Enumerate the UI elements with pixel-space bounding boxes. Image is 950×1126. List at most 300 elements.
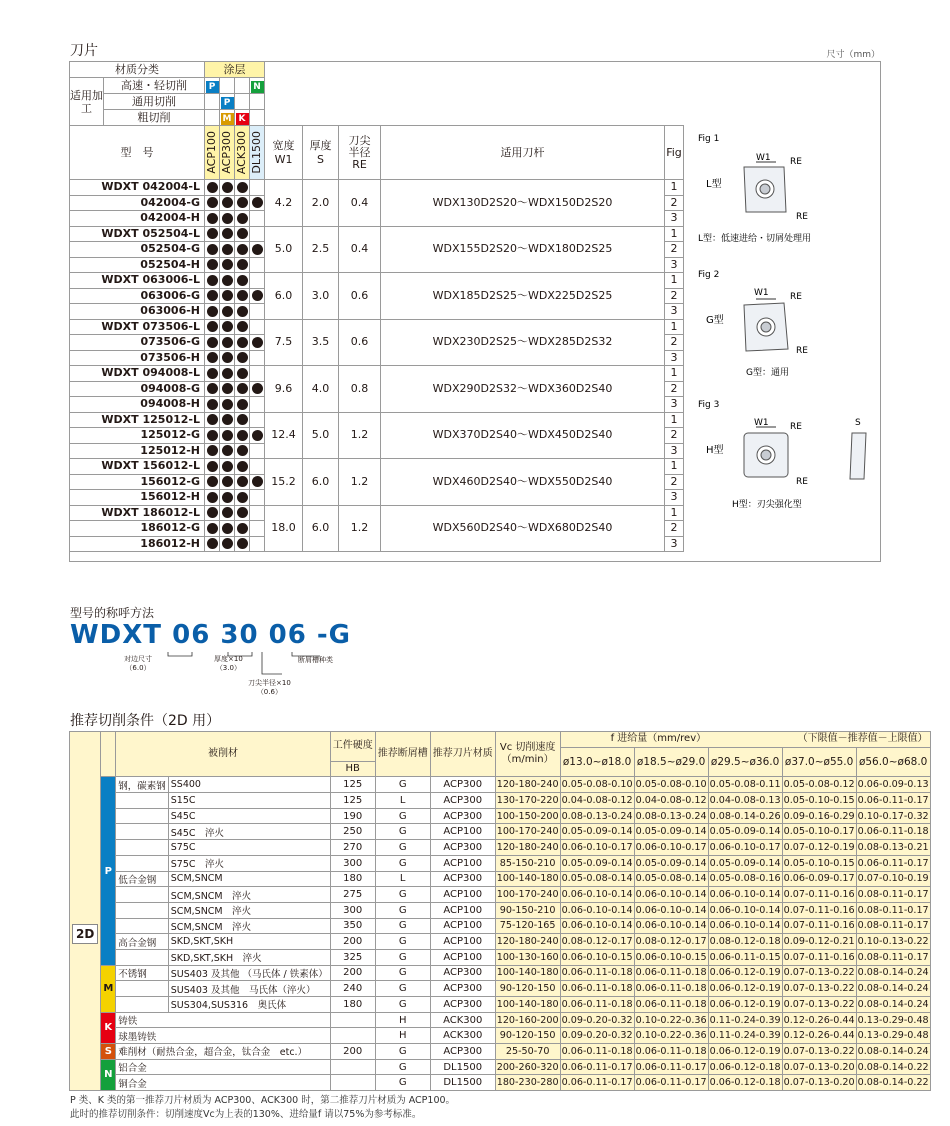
- insert-thickness: 2.5: [303, 226, 339, 273]
- cutting-speed: 130-170-220: [495, 793, 560, 809]
- vc-header: Vc 切削速度: [499, 742, 556, 754]
- insert-radius: 0.4: [339, 180, 381, 227]
- insert-holder: WDX230D2S25～WDX285D2S32: [381, 319, 665, 366]
- breaker-header: 推荐断屑槽: [375, 732, 430, 777]
- stock-dot: [207, 352, 218, 363]
- grade: ACP300: [430, 1044, 495, 1060]
- hardness: 325: [330, 949, 375, 965]
- feed-value: 0.08-0.14-0.22: [856, 1075, 930, 1091]
- rough-label: 粗切削: [104, 110, 205, 126]
- feed-value: 0.08-0.14-0.24: [856, 1044, 930, 1060]
- cutting-speed: 100-140-180: [495, 965, 560, 981]
- grade-dl1500: DL1500: [250, 131, 263, 174]
- grade: ACP100: [430, 902, 495, 918]
- feed-value: 0.05-0.09-0.14: [560, 824, 634, 840]
- cond-row: [70, 887, 931, 903]
- cutting-speed: 100-170-240: [495, 887, 560, 903]
- insert-width: 6.0: [265, 273, 303, 320]
- insert-model: 042004-H: [70, 211, 205, 227]
- insert-model: 042004-G: [70, 195, 205, 211]
- feed-value: 0.05-0.09-0.14: [708, 855, 782, 871]
- feed-value: 0.06-0.10-0.14: [708, 918, 782, 934]
- stock-dot: [222, 383, 233, 394]
- thick-note: 厚度×10: [214, 655, 243, 663]
- insert-fig: 1: [665, 459, 684, 475]
- feed-value: 0.08-0.13-0.21: [856, 840, 930, 856]
- grade: ACP300: [430, 981, 495, 997]
- insert-model: 125012-G: [70, 428, 205, 444]
- insert-figures: [684, 127, 881, 562]
- feed-value: 0.06-0.10-0.15: [634, 949, 708, 965]
- feed-value: 0.05-0.08-0.10: [634, 777, 708, 793]
- stock-dot: [237, 244, 248, 255]
- mat-name: S45C 淬火: [168, 824, 330, 840]
- breaker: H: [375, 1012, 430, 1028]
- hardness: [330, 1012, 375, 1028]
- insert-holder: WDX460D2S40～WDX550D2S40: [381, 459, 665, 506]
- grade: ACP100: [430, 824, 495, 840]
- feed-value: 0.05-0.09-0.14: [708, 824, 782, 840]
- stock-dot: [207, 228, 218, 239]
- insert-holder: WDX130D2S20～WDX150D2S20: [381, 180, 665, 227]
- cutting-speed: 120-160-200: [495, 1012, 560, 1028]
- insert-thickness: 2.0: [303, 180, 339, 227]
- stock-dot: [237, 538, 248, 549]
- insert-fig: 2: [665, 195, 684, 211]
- stock-dot: [237, 368, 248, 379]
- mat-group: [116, 949, 169, 965]
- insert-model: WDXT 063006-L: [70, 273, 205, 289]
- feed-value: 0.06-0.12-0.18: [708, 1075, 782, 1091]
- insert-holder: WDX155D2S20～WDX180D2S25: [381, 226, 665, 273]
- breaker: L: [375, 793, 430, 809]
- stock-dot: [207, 399, 218, 410]
- fig2-caption: G型：通用: [746, 368, 789, 378]
- insert-l-icon: [744, 162, 786, 212]
- cond-row: [70, 949, 931, 965]
- insert-fig: 3: [665, 257, 684, 273]
- cond-row: [70, 902, 931, 918]
- stock-dot: [207, 213, 218, 224]
- size-example: （6.0）: [125, 664, 151, 672]
- naming-title: 型号的称呼方法: [70, 606, 155, 620]
- mat-group: 高合金钢: [116, 934, 169, 950]
- hardness: 300: [330, 902, 375, 918]
- feed-value: 0.08-0.14-0.26: [708, 808, 782, 824]
- hardness: 200: [330, 934, 375, 950]
- breaker: G: [375, 949, 430, 965]
- side-2d-label: 2D: [72, 924, 98, 944]
- grade: ACP300: [430, 965, 495, 981]
- stock-dot: [222, 430, 233, 441]
- fig-header: Fig: [665, 126, 684, 180]
- feed-value: 0.08-0.13-0.24: [634, 808, 708, 824]
- insert-width: 15.2: [265, 459, 303, 506]
- stock-dot: [222, 306, 233, 317]
- fig1-re-2: RE: [796, 212, 808, 222]
- insert-model: WDXT 156012-L: [70, 459, 205, 475]
- stock-dot: [207, 492, 218, 503]
- stock-dot: [207, 461, 218, 472]
- breaker: G: [375, 824, 430, 840]
- insert-model: 052504-G: [70, 242, 205, 258]
- insert-model: 063006-G: [70, 288, 205, 304]
- mat-group: 难削材（耐热合金，超合金，钛合金 etc.）: [116, 1044, 330, 1060]
- insert-row: [70, 180, 684, 196]
- mat-group: [116, 918, 169, 934]
- insert-fig: 1: [665, 505, 684, 521]
- breaker: G: [375, 808, 430, 824]
- category-cell: S: [101, 1044, 116, 1060]
- feed-value: 0.11-0.24-0.39: [708, 1012, 782, 1028]
- mat-group: 球墨铸铁: [116, 1028, 330, 1044]
- breaker: G: [375, 1059, 430, 1075]
- cond-row: [70, 777, 931, 793]
- coating-header: 涂层: [205, 62, 265, 78]
- feed-value: 0.07-0.11-0.16: [782, 902, 856, 918]
- cond-row: [70, 793, 931, 809]
- feed-value: 0.06-0.11-0.18: [856, 824, 930, 840]
- insert-fig: 2: [665, 428, 684, 444]
- mat-group: 铝合金: [116, 1059, 330, 1075]
- code-part-size: 06: [172, 620, 211, 650]
- hardness: 180: [330, 871, 375, 887]
- stock-dot: [222, 337, 233, 348]
- radius-note: 刀尖半径×10: [248, 679, 291, 687]
- stock-dot: [237, 275, 248, 286]
- fig2-type: G型: [706, 315, 724, 326]
- stock-dot: [222, 476, 233, 487]
- stock-dot: [207, 275, 218, 286]
- cond-row: [70, 934, 931, 950]
- cutting-speed: 25-50-70: [495, 1044, 560, 1060]
- stock-dot: [222, 290, 233, 301]
- stock-dot: [207, 523, 218, 534]
- feed-value: 0.07-0.13-0.20: [782, 1075, 856, 1091]
- insert-model: 186012-H: [70, 536, 205, 552]
- hardness: 180: [330, 997, 375, 1013]
- feed-value: 0.06-0.11-0.18: [560, 1044, 634, 1060]
- fig3-type: H型: [706, 445, 724, 456]
- naming-size-label: [124, 655, 152, 673]
- feed-value: 0.06-0.10-0.14: [634, 887, 708, 903]
- stock-dot: [237, 321, 248, 332]
- insert-holder: WDX560D2S40～WDX680D2S40: [381, 505, 665, 552]
- cutting-speed: 90-150-210: [495, 902, 560, 918]
- insert-fig: 2: [665, 521, 684, 537]
- stock-dot: [222, 182, 233, 193]
- insert-model: 094008-G: [70, 381, 205, 397]
- stock-dot: [207, 182, 218, 193]
- mat-name: SUS403 及其他 马氏体（淬火）: [168, 981, 330, 997]
- insert-radius: 1.2: [339, 505, 381, 552]
- diameter-header: ø37.0~ø55.0: [782, 747, 856, 777]
- feed-value: 0.07-0.13-0.22: [782, 1044, 856, 1060]
- insert-fig: 3: [665, 536, 684, 552]
- stock-dot: [237, 197, 248, 208]
- feed-value: 0.07-0.13-0.22: [782, 997, 856, 1013]
- feed-value: 0.06-0.11-0.18: [560, 965, 634, 981]
- stock-dot: [207, 383, 218, 394]
- insert-row: [70, 319, 684, 335]
- feed-value: 0.06-0.11-0.18: [560, 997, 634, 1013]
- cond-row: [70, 1059, 931, 1075]
- feed-value: 0.06-0.09-0.17: [782, 871, 856, 887]
- mat-name: SKD,SKT,SKH: [168, 934, 330, 950]
- p-badge-2: P: [221, 97, 234, 109]
- feed-value: 0.06-0.12-0.19: [708, 997, 782, 1013]
- stock-dot: [252, 337, 263, 348]
- grade: ACP300: [430, 808, 495, 824]
- cutting-speed: 85-150-210: [495, 855, 560, 871]
- fig1-w1: W1: [756, 153, 771, 163]
- feed-value: 0.07-0.13-0.22: [782, 965, 856, 981]
- cutting-speed: 180-230-280: [495, 1075, 560, 1091]
- cond-row: [70, 997, 931, 1013]
- feed-value: 0.06-0.11-0.17: [856, 793, 930, 809]
- re-sym: RE: [352, 157, 367, 171]
- insert-holder: WDX370D2S40～WDX450D2S40: [381, 412, 665, 459]
- feed-value: 0.09-0.12-0.21: [782, 934, 856, 950]
- cutting-speed: 200-260-320: [495, 1059, 560, 1075]
- m-badge: M: [221, 113, 234, 125]
- naming-thick-label: [214, 655, 243, 673]
- stock-dot: [207, 430, 218, 441]
- feed-value: 0.13-0.29-0.48: [856, 1028, 930, 1044]
- mat-name: SCM,SNCM: [168, 871, 330, 887]
- stock-dot: [237, 507, 248, 518]
- feed-value: 0.06-0.10-0.17: [560, 840, 634, 856]
- insert-fig: 3: [665, 211, 684, 227]
- stock-dot: [222, 213, 233, 224]
- insert-model: 073506-H: [70, 350, 205, 366]
- feed-value: 0.06-0.10-0.15: [560, 949, 634, 965]
- breaker: H: [375, 1028, 430, 1044]
- note-2: 此时的推荐切削条件：切削速度Vc为上表的130%、进给量f 请以75%为参考标准。: [70, 1109, 422, 1120]
- stock-dot: [237, 430, 248, 441]
- feed-value: 0.06-0.10-0.17: [634, 840, 708, 856]
- cutting-speed: 100-170-240: [495, 824, 560, 840]
- fig3-caption: H型：刃尖强化型: [732, 500, 802, 510]
- stock-dot: [222, 259, 233, 270]
- feed-value: 0.07-0.12-0.19: [782, 840, 856, 856]
- stock-dot: [237, 352, 248, 363]
- insert-fig: 1: [665, 319, 684, 335]
- hardness: 240: [330, 981, 375, 997]
- hardness: 350: [330, 918, 375, 934]
- figure-panel: [684, 127, 881, 562]
- stock-dot: [207, 445, 218, 456]
- cutting-speed: 120-180-240: [495, 777, 560, 793]
- insert-width: 4.2: [265, 180, 303, 227]
- mat-name: SCM,SNCM 淬火: [168, 918, 330, 934]
- stock-dot: [237, 259, 248, 270]
- insert-model: 156012-G: [70, 474, 205, 490]
- grade: DL1500: [430, 1059, 495, 1075]
- cutting-speed: 90-120-150: [495, 981, 560, 997]
- grade: ACP300: [430, 840, 495, 856]
- hardness: [330, 1028, 375, 1044]
- mat-name: SCM,SNCM 淬火: [168, 887, 330, 903]
- feed-value: 0.06-0.10-0.14: [634, 902, 708, 918]
- hardness: [330, 1075, 375, 1091]
- diameter-header: ø29.5~ø36.0: [708, 747, 782, 777]
- insert-radius: 0.8: [339, 366, 381, 413]
- stock-dot: [252, 244, 263, 255]
- feed-value: 0.08-0.14-0.24: [856, 981, 930, 997]
- mat-name: S45C: [168, 808, 330, 824]
- insert-fig: 3: [665, 397, 684, 413]
- cutting-speed: 100-130-160: [495, 949, 560, 965]
- insert-width: 9.6: [265, 366, 303, 413]
- insert-radius: 0.4: [339, 226, 381, 273]
- stock-dot: [237, 290, 248, 301]
- insert-model: 073506-G: [70, 335, 205, 351]
- width-sym: W1: [274, 152, 293, 166]
- width-header: 宽度: [272, 138, 295, 152]
- feed-value: 0.06-0.11-0.17: [560, 1075, 634, 1091]
- feed-value: 0.09-0.16-0.29: [782, 808, 856, 824]
- stock-dot: [207, 321, 218, 332]
- diameter-header: ø13.0~ø18.0: [560, 747, 634, 777]
- grade: ACP300: [430, 777, 495, 793]
- fig1-re: RE: [790, 157, 802, 167]
- grade-acp300: ACP300: [220, 131, 233, 174]
- insert-h-icon: [744, 427, 866, 479]
- insert-thickness: 5.0: [303, 412, 339, 459]
- mat-name: SUS403 及其他 （马氏体 / 铁素体）: [168, 965, 330, 981]
- stock-dot: [222, 197, 233, 208]
- insert-width: 7.5: [265, 319, 303, 366]
- stock-dot: [222, 507, 233, 518]
- grade-header: 推荐刀片材质: [430, 732, 495, 777]
- mat-group: [116, 981, 169, 997]
- feed-value: 0.10-0.17-0.32: [856, 808, 930, 824]
- hardness: 275: [330, 887, 375, 903]
- feed-value: 0.06-0.10-0.14: [560, 902, 634, 918]
- hardness: 250: [330, 824, 375, 840]
- k-badge: K: [236, 113, 249, 125]
- feed-value: 0.06-0.10-0.17: [708, 840, 782, 856]
- insert-model: 063006-H: [70, 304, 205, 320]
- stock-dot: [207, 538, 218, 549]
- insert-model: 156012-H: [70, 490, 205, 506]
- mat-name: SCM,SNCM 淬火: [168, 902, 330, 918]
- stock-dot: [237, 399, 248, 410]
- stock-dot: [237, 476, 248, 487]
- radius-example: （0.6）: [256, 688, 282, 696]
- material-header: 材质分类: [70, 62, 205, 78]
- cutting-speed: 90-120-150: [495, 1028, 560, 1044]
- stock-dot: [237, 461, 248, 472]
- feed-value: 0.13-0.29-0.48: [856, 1012, 930, 1028]
- cond-row: [70, 840, 931, 856]
- breaker: G: [375, 997, 430, 1013]
- stock-dot: [222, 492, 233, 503]
- cond-row: [70, 824, 931, 840]
- re-header: 刀尖半径: [348, 133, 371, 159]
- feed-value: 0.05-0.09-0.14: [634, 824, 708, 840]
- stock-dot: [207, 259, 218, 270]
- stock-dot: [237, 414, 248, 425]
- size-note: 对边尺寸: [124, 655, 152, 663]
- feed-value: 0.06-0.11-0.17: [634, 1059, 708, 1075]
- stock-dot: [237, 337, 248, 348]
- feed-value: 0.08-0.11-0.17: [856, 887, 930, 903]
- stock-dot: [207, 337, 218, 348]
- fig1-caption: L型：低速进给・切屑处理用: [698, 234, 812, 244]
- naming-breaker-label: 断屑槽种类: [298, 656, 333, 664]
- breaker: G: [375, 777, 430, 793]
- feed-value: 0.11-0.24-0.39: [708, 1028, 782, 1044]
- stock-dot: [237, 383, 248, 394]
- naming-radius-label: [248, 679, 291, 697]
- stock-dot: [222, 399, 233, 410]
- insert-thickness: 4.0: [303, 366, 339, 413]
- category-cell: N: [101, 1059, 116, 1090]
- stock-dot: [237, 182, 248, 193]
- feed-value: 0.05-0.08-0.14: [560, 871, 634, 887]
- stock-dot: [237, 523, 248, 534]
- hard-header: 工件硬度: [330, 732, 375, 762]
- mat-name: SUS304,SUS316 奥氏体: [168, 997, 330, 1013]
- cond-row: [70, 855, 931, 871]
- stock-dot: [207, 507, 218, 518]
- insert-fig: 1: [665, 412, 684, 428]
- fig2-title: Fig 2: [698, 270, 720, 280]
- cutting-speed: 75-120-165: [495, 918, 560, 934]
- stock-dot: [222, 538, 233, 549]
- feed-value: 0.06-0.12-0.19: [708, 1044, 782, 1060]
- insert-row: [70, 273, 684, 289]
- feed-value: 0.05-0.09-0.14: [560, 855, 634, 871]
- feed-value: 0.06-0.11-0.17: [856, 855, 930, 871]
- stock-dot: [237, 213, 248, 224]
- mat-name: S15C: [168, 793, 330, 809]
- feed-value: 0.06-0.12-0.19: [708, 965, 782, 981]
- gen-label: 通用切削: [104, 94, 205, 110]
- breaker: G: [375, 1075, 430, 1091]
- fig2-re: RE: [790, 292, 802, 302]
- note-1: P 类、K 类的第一推荐刀片材质为 ACP300、ACK300 时，第二推荐刀片材质为 ACP100。: [70, 1095, 456, 1106]
- insert-model: WDXT 073506-L: [70, 319, 205, 335]
- insert-row: [70, 226, 684, 242]
- cond-table: [69, 731, 931, 1091]
- stock-dot: [237, 306, 248, 317]
- insert-fig: 1: [665, 226, 684, 242]
- feed-value: 0.06-0.11-0.18: [560, 981, 634, 997]
- insert-model: 125012-H: [70, 443, 205, 459]
- cond-row: [70, 871, 931, 887]
- hardness: 125: [330, 793, 375, 809]
- mat-group: 低合金钢: [116, 871, 169, 887]
- fig3-title: Fig 3: [698, 400, 720, 410]
- grade: ACP100: [430, 949, 495, 965]
- thick-header: 厚度: [309, 138, 332, 152]
- feed-value: 0.06-0.11-0.15: [708, 949, 782, 965]
- stock-dot: [237, 445, 248, 456]
- mat-group: [116, 793, 169, 809]
- mat-name: SS400: [168, 777, 330, 793]
- feed-value: 0.06-0.09-0.13: [856, 777, 930, 793]
- mat-header: 被削材: [116, 732, 330, 777]
- thick-example: （3.0）: [215, 664, 241, 672]
- mat-name: S75C: [168, 840, 330, 856]
- insert-radius: 1.2: [339, 459, 381, 506]
- mat-group: 钢，碳素钢: [116, 777, 169, 793]
- insert-fig: 2: [665, 335, 684, 351]
- grade: ACK300: [430, 1028, 495, 1044]
